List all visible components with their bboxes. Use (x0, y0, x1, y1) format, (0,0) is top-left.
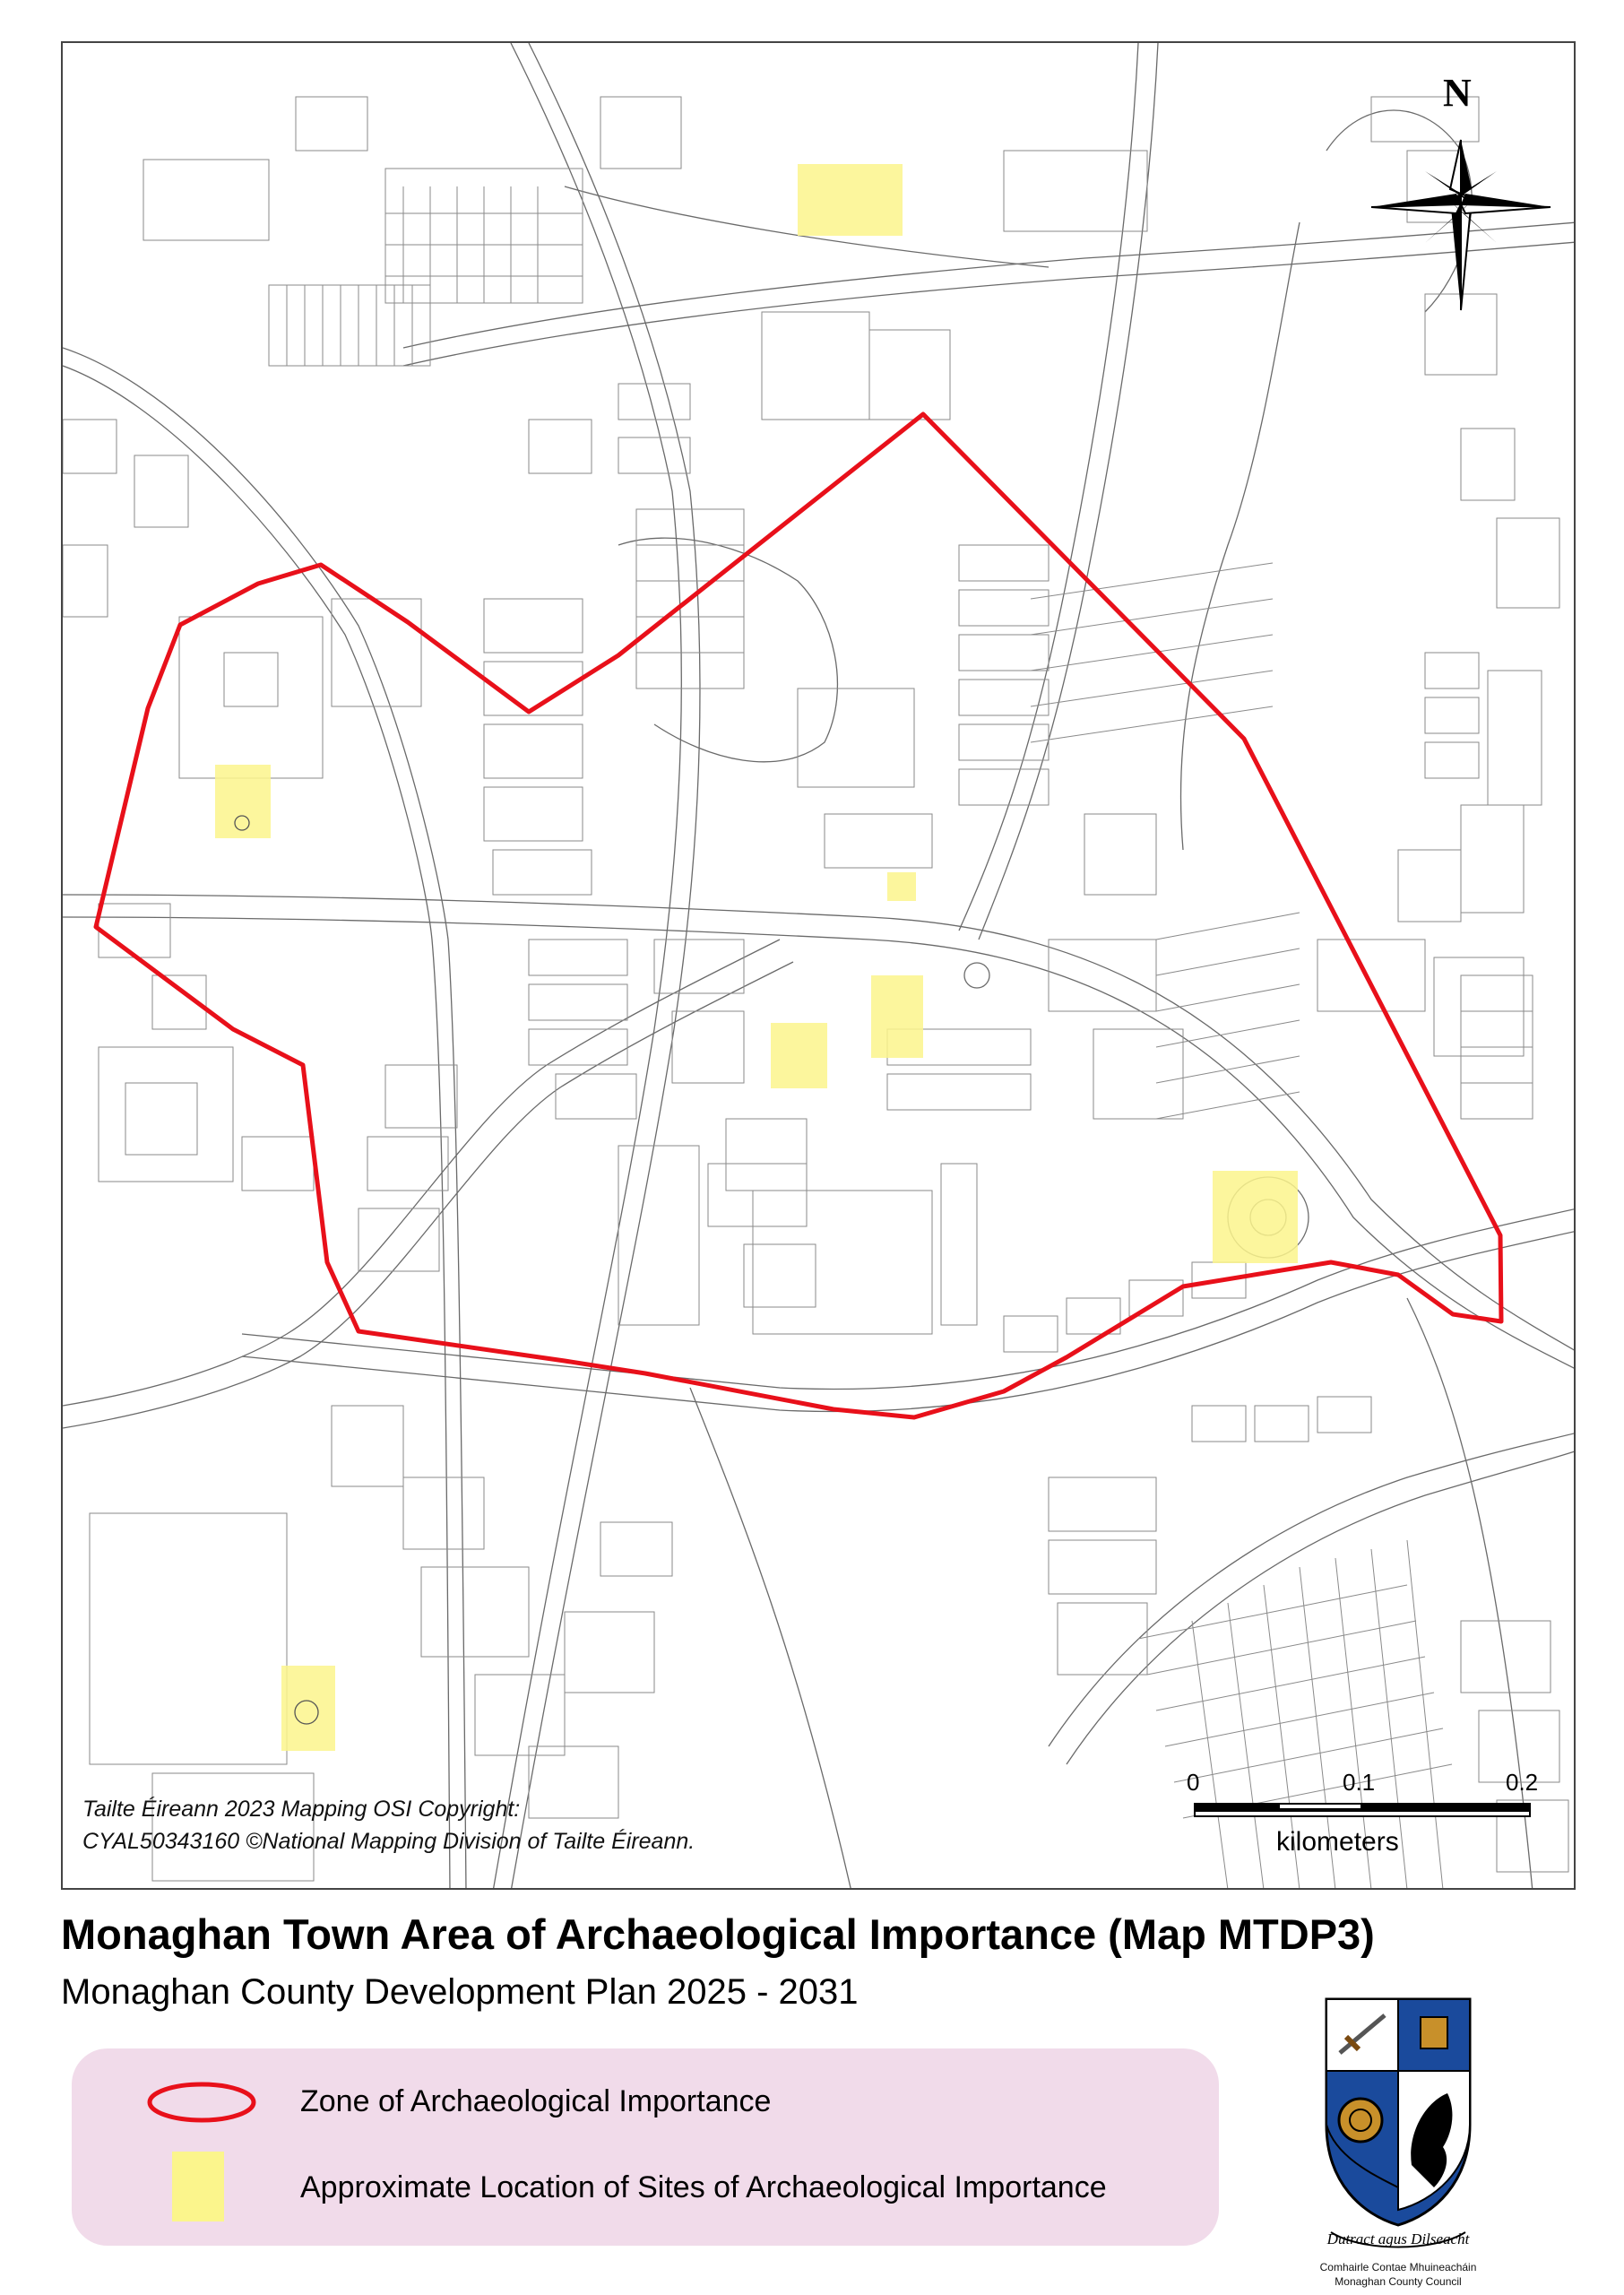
building-outlines (63, 97, 1568, 1890)
site-centre-east[interactable] (871, 975, 923, 1058)
legend-item-zone (72, 2066, 1219, 2138)
scale-bar (1194, 1803, 1534, 1819)
legend-label-zone: Zone of Archaeological Importance (300, 2084, 772, 2118)
crest-council-irish: Comhairle Contae Mhuineacháin (1319, 2261, 1477, 2273)
north-label: N (1443, 71, 1472, 115)
map-frame[interactable] (61, 41, 1576, 1890)
archaeological-sites (215, 164, 1298, 1751)
scale-tick-2: 0.2 (1506, 1769, 1539, 1796)
site-west[interactable] (215, 765, 271, 838)
council-crest-logo (1300, 1990, 1497, 2259)
basemap[interactable] (63, 43, 1576, 1890)
road-network (63, 43, 1576, 1890)
site-centre[interactable] (771, 1023, 827, 1088)
site-north[interactable] (798, 164, 903, 236)
legend-item-sites (72, 2147, 1219, 2219)
copyright-line-1: Tailte Éireann 2023 Mapping OSI Copyright: (82, 1797, 521, 1822)
scale-tick-0: 0 (1187, 1769, 1200, 1796)
crest-council-english: Monaghan County Council (1335, 2275, 1462, 2288)
scale-tick-1: 0.1 (1343, 1769, 1376, 1796)
legend-label-sites: Approximate Location of Sites of Archaeological Importance (300, 2170, 1107, 2204)
site-south-west[interactable] (281, 1666, 335, 1751)
site-centre-small[interactable] (887, 872, 916, 901)
zone-of-archaeological-importance[interactable] (96, 414, 1501, 1417)
crest-motto: Dutract agus Dilseacht (1326, 2230, 1470, 2247)
copyright-line-2: CYAL50343160 ©National Mapping Division of Tailte Éireann. (82, 1829, 695, 1854)
site-roundabout[interactable] (1213, 1171, 1298, 1263)
page-subtitle: Monaghan County Development Plan 2025 - 2031 (61, 1972, 859, 2012)
yellow-rectangle-icon (172, 2152, 224, 2221)
page-title: Monaghan Town Area of Archaeological Importance (Map MTDP3) (61, 1910, 1375, 1958)
legend (72, 2048, 1219, 2246)
scale-unit: kilometers (1276, 1827, 1399, 1857)
red-ellipse-icon (143, 2075, 260, 2129)
